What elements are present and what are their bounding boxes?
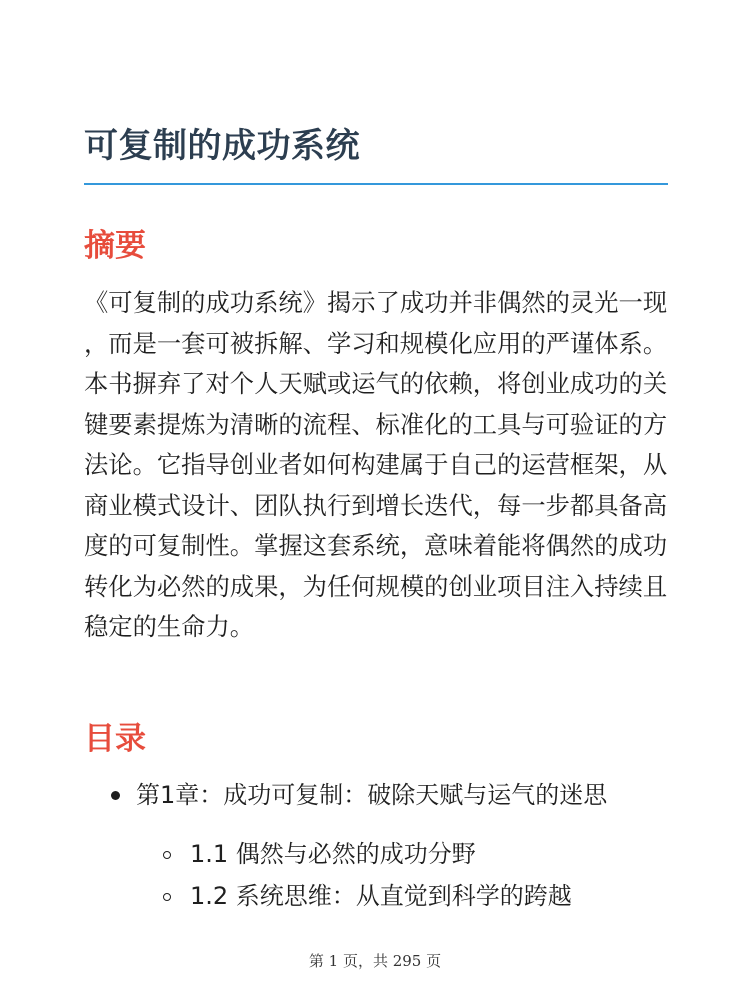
- abstract-body: 《可复制的成功系统》揭示了成功并非偶然的灵光一现，而是一套可被拆解、学习和规模化应用的严谨体系。本书摒弃了对个人天赋或运气的依赖，将创业成功的关键要素提炼为清晰的流程、标准化的工具与可验证的方法论。它指导创业者如何构建属于自己的运营框架，从商业模式设计、团队执行到增长迭代，每一步都具备高度的可复制性。掌握这套系统，意味着能将偶然的成功转化为必然的成果，为任何规模的创业项目注入持续且稳定的生命力。: [84, 288, 668, 641]
- bullet-circle-icon: [163, 893, 171, 901]
- bullet-circle-icon: [163, 851, 171, 859]
- toc-section-1-1[interactable]: 1.1 偶然与必然的成功分野: [190, 840, 476, 868]
- toc-chapter-1[interactable]: 第1章：成功可复制：破除天赋与运气的迷思: [136, 781, 608, 809]
- page-indicator: 第 1 页，共 295 页: [308, 952, 442, 970]
- bullet-disc-icon: [111, 791, 120, 800]
- document-title: 可复制的成功系统: [84, 126, 360, 166]
- title-divider: [84, 183, 668, 185]
- toc-heading: 目录: [84, 721, 146, 757]
- toc-section-1-2[interactable]: 1.2 系统思维：从直觉到科学的跨越: [190, 882, 572, 910]
- abstract-heading: 摘要: [84, 228, 146, 264]
